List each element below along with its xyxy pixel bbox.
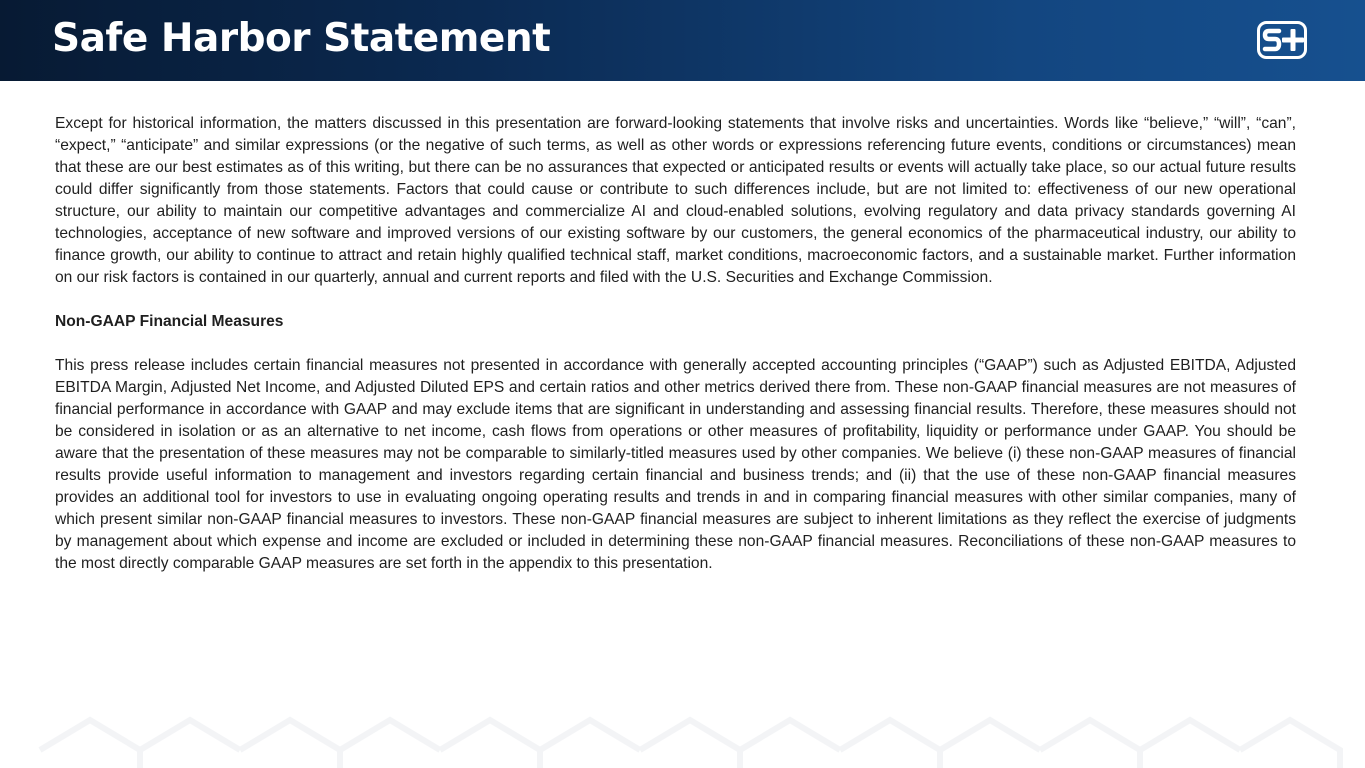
safe-harbor-content	[55, 113, 1296, 575]
non-gaap-heading: Non-GAAP Financial Measures	[55, 313, 284, 330]
page-title: Safe Harbor Statement	[52, 16, 551, 61]
non-gaap-paragraph: This press release includes certain financial measures not presented in accordance with generally accepted accounting principles (“GAAP”) such as Adjusted EBITDA, Adjusted EBITDA Margin, Adjusted Net Income, and Adjusted Diluted EPS and certain ratios and other metrics derived there from. These non-GAAP financial measures are not measures of financial performance in accordance with GAAP and may exclude items that are significant in understanding and assessing financial results. Therefore, these measures should not be considered in isolation or as an alternative to net income, cash flows from operations or other measures of profitability, liquidity or performance under GAAP. You should be aware that the presentation of these measures may not be comparable to similarly-titled measures used by other companies. We believe (i) these non-GAAP measures of financial results provide useful information to management and investors regarding certain financial and business trends; and (ii) that the use of these non-GAAP financial measures provides an additional tool for investors to use in evaluating ongoing operating results and trends in and in comparing financial measures with other similar companies, many of which present similar non-GAAP financial measures to investors. These non-GAAP financial measures are subject to inherent limitations as they reflect the exercise of judgments by management about which expense and income are excluded or included in determining these non-GAAP financial measures. Reconciliations of these non-GAAP measures to the most directly comparable GAAP measures are set forth in the appendix to this presentation.	[55, 357, 1296, 572]
header-bar	[0, 0, 1365, 81]
forward-looking-paragraph: Except for historical information, the matters discussed in this presentation are forward-looking statements that involve risks and uncertainties. Words like “believe,” “will”, “can”, “expect,” “anticipate” and similar expressions (or the negative of such terms, as well as other words or expressions referencing future events, conditions or circumstances) mean that these are our best estimates as of this writing, but there can be no assurances that expected or anticipated results or events will actually take place, so our actual future results could differ significantly from those statements. Factors that could cause or contribute to such differences include, but are not limited to: effectiveness of our new operational structure, our ability to maintain our competitive advantages and commercialize AI and cloud-enabled solutions, evolving regulatory and data privacy standards governing AI technologies, acceptance of new software and improved versions of our existing software by our customers, the general economics of the pharmaceutical industry, our ability to finance growth, our ability to continue to attract and retain highly qualified technical staff, market conditions, macroeconomic factors, and a sustainable market. Further information on our risk factors is contained in our quarterly, annual and current reports and filed with the U.S. Securities and Exchange Commission.	[55, 115, 1296, 286]
background-hex-pattern	[0, 640, 1365, 768]
company-logo-icon	[1257, 21, 1307, 59]
